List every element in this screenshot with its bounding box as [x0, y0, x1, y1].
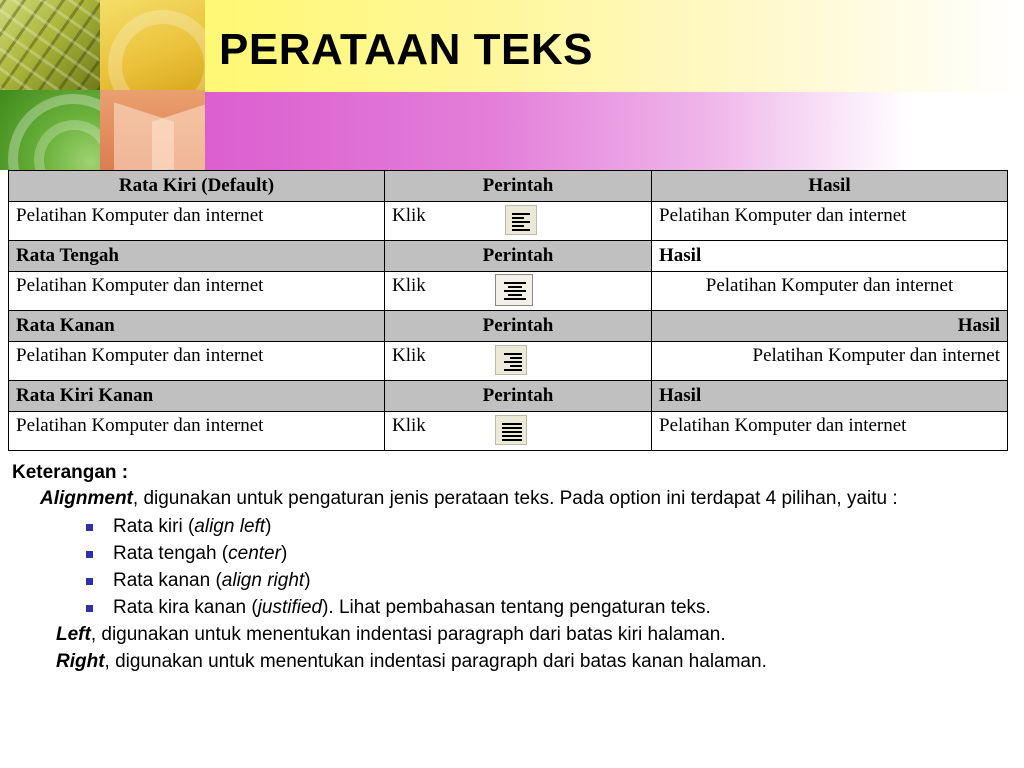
header-cell: Rata Tengah [9, 241, 385, 272]
table-row [9, 412, 1008, 451]
header-cell: Rata Kiri (Default) [9, 171, 385, 202]
page-title: PERATAAN TEKS [219, 25, 593, 74]
table-row [9, 202, 1008, 241]
alignment-options-list [12, 516, 1002, 619]
alignment-term: Alignment [40, 488, 133, 509]
table-header-row [9, 311, 1008, 342]
header-cell: Rata Kanan [9, 311, 385, 342]
header-cell: Hasil [652, 381, 1008, 412]
bullet-icon [86, 578, 93, 585]
result-cell: Pelatihan Komputer dan internet [652, 272, 1008, 311]
command-cell [385, 412, 652, 451]
command-label: Klik [392, 345, 426, 366]
right-term: Right [56, 651, 105, 672]
align-justify-icon[interactable] [495, 415, 527, 445]
result-cell: Pelatihan Komputer dan internet [652, 342, 1008, 381]
right-description [56, 651, 1002, 673]
list-item: Rata tengah (center) [82, 543, 1002, 565]
header-decoration [0, 0, 205, 170]
notes-section [12, 462, 1002, 678]
header-cell: Perintah [385, 241, 652, 272]
align-center-icon[interactable] [495, 274, 533, 306]
bullet-icon [86, 551, 93, 558]
header-cell: Rata Kiri Kanan [9, 381, 385, 412]
alignment-text: , digunakan untuk pengaturan jenis perataan teks. Pada option ini terdapat 4 pilihan, yaitu : [132, 488, 898, 509]
header-cell: Perintah [385, 381, 652, 412]
command-label: Klik [392, 205, 426, 226]
command-cell [385, 272, 652, 311]
table-row [9, 342, 1008, 381]
header-cell: Hasil [652, 171, 1008, 202]
alignment-table [8, 170, 1008, 451]
left-term: Left [56, 624, 91, 645]
table-header-row [9, 241, 1008, 272]
right-text: , digunakan untuk menentukan indentasi paragraph dari batas kanan halaman. [104, 651, 767, 672]
command-label: Klik [392, 415, 426, 436]
list-item: Rata kira kanan (justified). Lihat pembahasan tentang pengaturan teks. [82, 597, 1002, 619]
header-cell: Hasil [652, 311, 1008, 342]
pink-band [205, 92, 1024, 170]
table-header-row [9, 171, 1008, 202]
table-row [9, 272, 1008, 311]
green-swirl-tile [0, 90, 100, 170]
alignment-description [40, 488, 1002, 510]
table-header-row [9, 381, 1008, 412]
sample-cell: Pelatihan Komputer dan internet [9, 412, 385, 451]
book-photo-tile [100, 90, 205, 170]
list-item: Rata kiri (align left) [82, 516, 1002, 538]
notes-heading: Keterangan : [12, 462, 129, 483]
command-label: Klik [392, 275, 426, 296]
keyboard-photo-tile [0, 0, 100, 90]
left-description [56, 624, 1002, 646]
sample-cell: Pelatihan Komputer dan internet [9, 202, 385, 241]
header-cell: Perintah [385, 171, 652, 202]
bullet-icon [86, 605, 93, 612]
align-right-icon[interactable] [495, 345, 527, 375]
sample-cell: Pelatihan Komputer dan internet [9, 272, 385, 311]
command-cell [385, 202, 652, 241]
align-left-icon[interactable] [505, 205, 537, 235]
header-cell: Hasil [652, 241, 1008, 272]
left-text: , digunakan untuk menentukan indentasi paragraph dari batas kiri halaman. [90, 624, 726, 645]
list-item: Rata kanan (align right) [82, 570, 1002, 592]
result-cell: Pelatihan Komputer dan internet [652, 202, 1008, 241]
result-cell: Pelatihan Komputer dan internet [652, 412, 1008, 451]
header-cell: Perintah [385, 311, 652, 342]
bullet-icon [86, 524, 93, 531]
yellow-swirl-tile [100, 0, 205, 90]
command-cell [385, 342, 652, 381]
sample-cell: Pelatihan Komputer dan internet [9, 342, 385, 381]
